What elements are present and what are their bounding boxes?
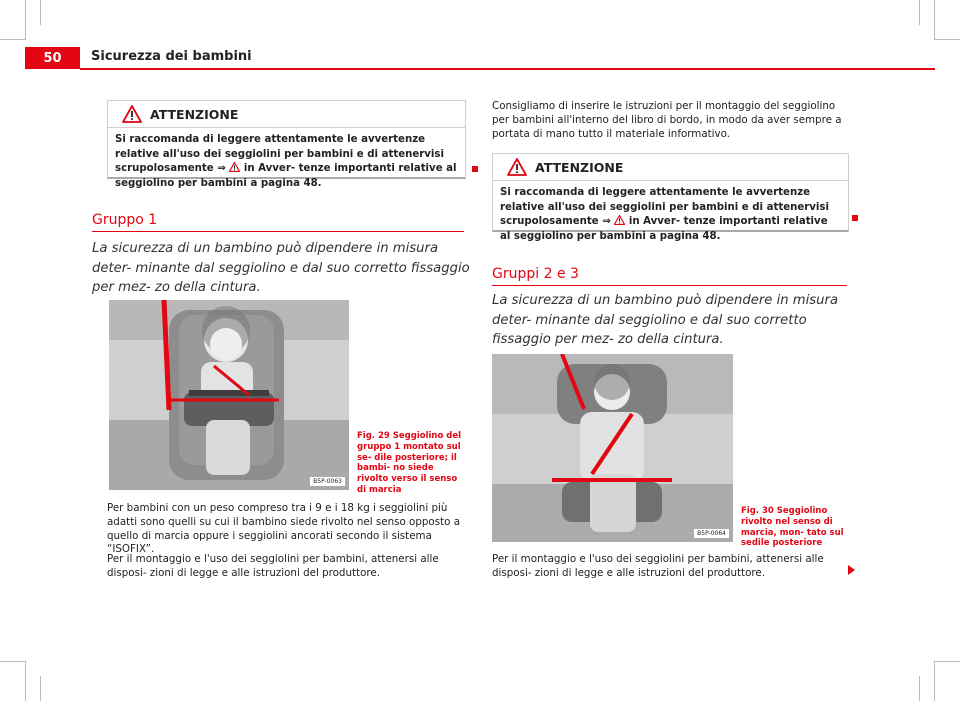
warning-box [107, 100, 466, 189]
warning-header [108, 101, 465, 128]
crop-mark [25, 0, 26, 40]
warning-triangle-icon [614, 215, 625, 225]
crop-mark [40, 0, 41, 25]
crop-mark [25, 661, 26, 701]
continue-arrow-icon [848, 565, 855, 575]
warning-triangle-icon [507, 158, 527, 176]
figure-child-seat-group1 [109, 300, 349, 490]
warning-text: Si raccomanda di leggere attentamente le avvertenze relative all'uso dei seggiolini per bambini e di attenervisi scrupolosamente ⇒ in Avver- tenze importanti relative al seggiolino per bambini a pagina 48. [115, 134, 457, 189]
warning-box [492, 153, 849, 242]
crop-mark [935, 661, 960, 662]
section-title: Gruppi 2 e 3 [492, 266, 579, 282]
crop-mark [934, 0, 935, 40]
body-paragraph: Per bambini con un peso compreso tra i 9 e i 18 kg i seggiolini più adatti sono quelli su cui il bambino siede rivolto nel senso opposto a quello di marcia oppure i seggiolini ancorati secondo il sistema “ISOFIX”. [107, 502, 461, 556]
warning-title: ATTENZIONE [535, 159, 624, 175]
section-rule [92, 231, 464, 232]
crop-mark [40, 676, 41, 701]
booster-seat-illustration [492, 354, 733, 542]
figure-code: B5P-0063 [310, 477, 345, 486]
crop-mark [0, 661, 25, 662]
intro-paragraph: Consigliamo di inserire le istruzioni per il montaggio del seggiolino per bambini all'interno del libro di bordo, in modo da aver sempre a portata di mano tutto il materiale informativo. [492, 100, 842, 140]
figure-child-seat-group23 [492, 354, 733, 542]
section-end-mark [852, 215, 858, 221]
section-end-mark [472, 166, 478, 172]
crop-mark [0, 39, 25, 40]
section-title: Gruppo 1 [92, 212, 158, 228]
warning-header [493, 154, 848, 181]
figure-caption: Fig. 30 Seggiolino rivolto nel senso di marcia, mon- tato sul sedile posteriore [741, 506, 844, 549]
page-title: Sicurezza dei bambini [91, 49, 252, 64]
crop-mark [919, 0, 920, 25]
page-number: 50 [25, 47, 80, 69]
body-paragraph: Per il montaggio e l'uso dei seggiolini per bambini, attenersi alle disposi- zioni di legge e alle istruzioni del produttore. [492, 553, 824, 579]
child-seat-illustration [109, 300, 349, 490]
warning-triangle-icon [122, 105, 142, 123]
figure-caption: Fig. 29 Seggiolino del gruppo 1 montato sul se- dile posteriore; il bambi- no siede rivolto verso il senso di marcia [357, 431, 462, 495]
body-paragraph: Per il montaggio e l'uso dei seggiolini per bambini, attenersi alle disposi- zioni di legge e alle istruzioni del produttore. [107, 553, 439, 579]
header-rule [80, 68, 935, 70]
crop-mark [935, 39, 960, 40]
warning-text: Si raccomanda di leggere attentamente le avvertenze relative all'uso dei seggiolini per bambini e di attenervisi scrupolosamente ⇒ in Avver- tenze importanti relative al seggiolino per bambini a pagina 48. [500, 187, 829, 242]
lead-paragraph: La sicurezza di un bambino può dipendere in misura deter- minante dal seggiolino e dal suo corretto fissaggio per mez- zo della cintura. [92, 241, 470, 295]
figure-code: B5P-0064 [694, 529, 729, 538]
warning-title: ATTENZIONE [150, 106, 239, 122]
crop-mark [919, 676, 920, 701]
section-rule [492, 285, 847, 286]
lead-paragraph: La sicurezza di un bambino può dipendere in misura deter- minante dal seggiolino e dal suo corretto fissaggio per mez- zo della cintura. [492, 293, 839, 347]
warning-triangle-icon [229, 162, 240, 172]
crop-mark [934, 661, 935, 701]
